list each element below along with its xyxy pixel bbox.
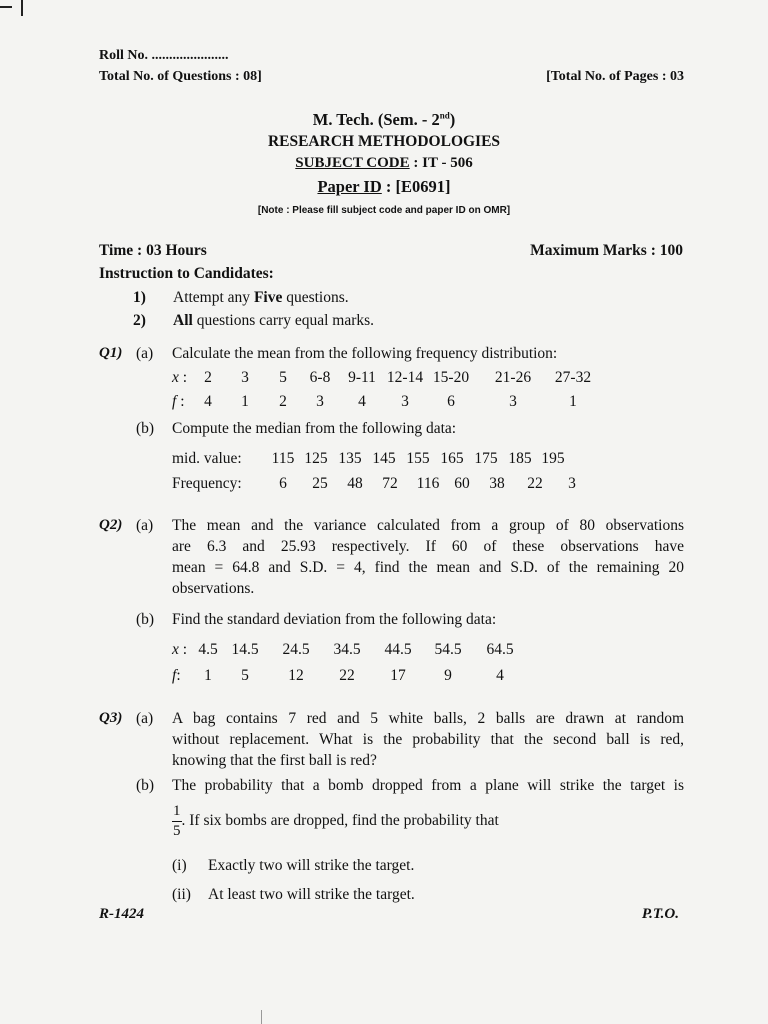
question-text: knowing that the first ball is red?: [172, 752, 377, 769]
table-cell: 22: [527, 475, 543, 492]
sub-part-text: At least two will strike the target.: [208, 886, 415, 903]
table-cell: 135: [338, 450, 362, 467]
paper-code: R-1424: [99, 906, 144, 922]
roll-no: Roll No. ......................: [99, 48, 229, 63]
table-cell: 15-20: [432, 369, 470, 386]
table-cell: 25: [312, 475, 328, 492]
question-text: without replacement. What is the probability that the second ball is red,: [172, 731, 684, 748]
table-cell: 155: [406, 450, 430, 467]
question-label: Q1): [99, 345, 123, 361]
scan-mark: [261, 1010, 262, 1024]
table-cell: 3: [401, 393, 409, 410]
fraction: $\frac{1}{5}$: [173, 803, 181, 839]
table-cell: 4: [496, 667, 504, 684]
scan-mark: [21, 0, 23, 16]
frequency-label: Frequency:: [172, 475, 242, 492]
question-text: are 6.3 and 25.93 respectively. If 60 of these observations have: [172, 538, 684, 555]
part-label: (a): [136, 517, 154, 534]
table-cell: 6: [447, 393, 455, 410]
maximum-marks: Maximum Marks : 100: [530, 242, 683, 259]
part-label: (b): [136, 420, 155, 437]
question-text: Calculate the mean from the following frequency distribution:: [172, 345, 558, 362]
instruction-item: 1) Attempt any Five questions.: [133, 289, 349, 306]
table-cell: 1: [569, 393, 577, 410]
table-cell: 12: [288, 667, 304, 684]
table-cell: 64.5: [486, 641, 514, 658]
question-text: Find the standard deviation from the following data:: [172, 611, 497, 628]
question-text: A bag contains 7 red and 5 white balls, 2 balls are drawn at random: [172, 710, 684, 727]
question-text: observations.: [172, 580, 255, 597]
table-cell: 17: [390, 667, 406, 684]
f-row-label: f :: [172, 393, 185, 410]
table-cell: 9-11: [348, 369, 376, 386]
table-cell: 175: [474, 450, 498, 467]
f-row-label: f:: [172, 667, 181, 684]
table-cell: 12-14: [386, 369, 424, 386]
question-text: The mean and the variance calculated from a group of 80 observations: [172, 517, 684, 534]
table-cell: 145: [372, 450, 396, 467]
question-text: $\frac{1}{5}$ . If six bombs are dropped, find the probability that: [173, 803, 499, 839]
table-cell: 2: [204, 369, 212, 386]
page-turn-note: P.T.O.: [641, 906, 679, 922]
total-pages: [Total No. of Pages : 03: [546, 69, 684, 84]
table-cell: 4: [204, 393, 212, 410]
instruction-item: 2) All questions carry equal marks.: [133, 312, 375, 329]
exam-time: Time : 03 Hours: [99, 242, 207, 259]
table-cell: 27-32: [554, 369, 592, 386]
table-cell: 14.5: [231, 641, 259, 658]
table-cell: 38: [489, 475, 505, 492]
table-cell: 2: [279, 393, 287, 410]
sub-part-label: (i): [172, 857, 187, 874]
table-cell: 116: [416, 475, 440, 492]
total-questions: Total No. of Questions : 08]: [99, 69, 262, 84]
omr-note: [Note : Please fill subject code and paper ID on OMR]: [257, 205, 511, 216]
part-label: (a): [136, 345, 154, 362]
sub-part-text: Exactly two will strike the target.: [208, 857, 415, 874]
table-cell: 72: [382, 475, 398, 492]
table-cell: 125: [304, 450, 328, 467]
paper-id: Paper ID : [E0691]: [317, 177, 451, 196]
question-label: Q3): [99, 710, 123, 726]
table-cell: 3: [316, 393, 324, 410]
table-cell: 54.5: [434, 641, 462, 658]
instructions-heading: Instruction to Candidates:: [99, 265, 274, 282]
table-cell: 44.5: [384, 641, 412, 658]
table-cell: 22: [339, 667, 355, 684]
x-row-label: x :: [172, 641, 188, 658]
x-row-label: x :: [172, 369, 188, 386]
table-cell: 115: [271, 450, 295, 467]
table-cell: 4.5: [198, 641, 218, 658]
table-cell: 1: [204, 667, 212, 684]
part-label: (b): [136, 777, 155, 794]
table-cell: 185: [508, 450, 532, 467]
table-cell: 165: [440, 450, 464, 467]
table-cell: 34.5: [333, 641, 361, 658]
table-cell: 6-8: [309, 369, 331, 386]
table-cell: 4: [358, 393, 366, 410]
sub-part-label: (ii): [172, 886, 191, 903]
table-cell: 9: [444, 667, 452, 684]
table-cell: 21-26: [494, 369, 532, 386]
part-label: (b): [136, 611, 155, 628]
table-cell: 3: [241, 369, 249, 386]
table-cell: 5: [241, 667, 249, 684]
scan-mark: [0, 6, 12, 8]
mid-value-label: mid. value:: [172, 450, 242, 467]
table-cell: 60: [454, 475, 470, 492]
part-label: (a): [136, 710, 154, 727]
question-label: Q2): [99, 517, 123, 533]
table-cell: 48: [347, 475, 363, 492]
table-cell: 1: [241, 393, 249, 410]
subject-code: SUBJECT CODE : IT - 506: [295, 155, 473, 171]
table-cell: 3: [568, 475, 576, 492]
subject-name: RESEARCH METHODOLOGIES: [267, 133, 501, 150]
question-text: Compute the median from the following data:: [172, 420, 457, 437]
table-cell: 24.5: [282, 641, 310, 658]
table-cell: 6: [279, 475, 287, 492]
table-cell: 195: [541, 450, 565, 467]
table-cell: 5: [279, 369, 287, 386]
question-text: mean = 64.8 and S.D. = 4, find the mean and S.D. of the remaining 20: [172, 559, 684, 576]
course-title: M. Tech. (Sem. - 2nd): [312, 110, 456, 129]
table-cell: 3: [509, 393, 517, 410]
question-text: The probability that a bomb dropped from a plane will strike the target is: [172, 777, 684, 794]
